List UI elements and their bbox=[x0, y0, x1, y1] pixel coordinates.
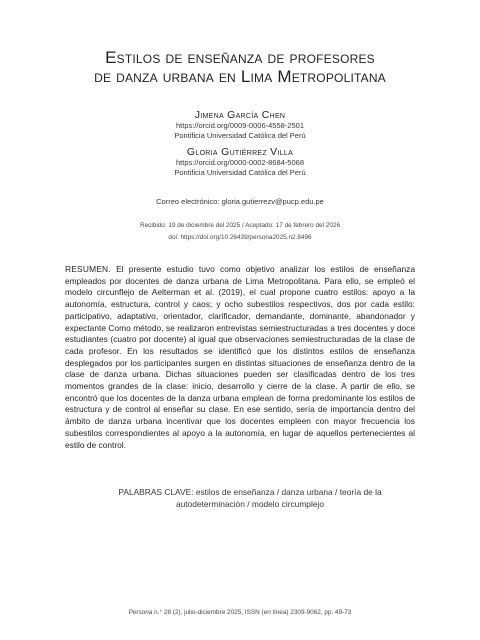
abstract-label: RESUMEN. bbox=[65, 264, 111, 274]
author-affiliation: Pontificia Universidad Católica del Perú bbox=[174, 168, 306, 177]
author-affiliation: Pontificia Universidad Católica del Perú bbox=[174, 131, 306, 140]
author-name: Gloria Gutiérrez Villa bbox=[186, 146, 294, 158]
keywords-label: PALABRAS CLAVE: bbox=[118, 487, 194, 497]
title-line-2: de danza urbana en Lima Metropolitana bbox=[94, 67, 386, 86]
author-block bbox=[0, 109, 480, 183]
author-2 bbox=[0, 146, 480, 178]
keywords-text: estilos de enseñanza / danza urbana / teoría de la autodeterminación / modelo circumplejo bbox=[175, 487, 382, 509]
received-accepted-dates: Recibido: 19 de diciembre del 2025 / Aceptado: 17 de febrero del 2026 bbox=[139, 222, 341, 229]
author-orcid-link[interactable]: https://orcid.org/0009-0006-4558-2501 bbox=[175, 121, 304, 130]
doi-link[interactable]: doi: https://doi.org/10.26439/persona2025.n2.8496 bbox=[168, 234, 312, 241]
page-footer bbox=[0, 609, 480, 616]
keywords bbox=[95, 486, 405, 510]
author-name: Jimena García Chen bbox=[194, 109, 286, 121]
contact-email[interactable]: Correo electrónico: gloria.gutierrezv@pucp.edu.pe bbox=[156, 197, 324, 206]
article-title bbox=[0, 48, 480, 86]
author-1 bbox=[0, 109, 480, 141]
title-line-1: Estilos de enseñanza de profesores bbox=[105, 48, 375, 67]
journal-name: Persona bbox=[128, 609, 153, 616]
journal-citation: n.° 28 (2), julio-diciembre 2025, ISSN (en línea) 2309-9062, pp. 49-73 bbox=[152, 609, 352, 616]
author-orcid-link[interactable]: https://orcid.org/0000-0002-8684-5068 bbox=[175, 158, 304, 167]
abstract bbox=[65, 264, 415, 451]
abstract-text: El presente estudio tuvo como objetivo analizar los estilos de enseñanza empleados por docentes de danza urbana de Lima Metropolitana. Para ello, se empleó el modelo circunflejo de Aelterman et al. (2019), el cual propone cuatro estilos: apoyo a la autonomía, estructura, control y caos; y ocho subestilos respectivos, dos por cada estilo: participativo, adaptativo, orientador, clarificador, demandante, dominante, abandonador y expectante Como método, se realizaron entrevistas semiestructuradas a tres docentes y doce estudiantes (cuatro por docente) al igual que observaciones semiestructuradas de la clase de cada profesor. En los resultados se identificó que los distintos estilos de enseñanza desplegados por los participantes surgen en distintas situaciones de enseñanza dentro de la clase de danza urbana. Dichas situaciones pueden ser clasificadas dentro de los tres momentos grandes de la clase: inicio, desarrollo y cierre de la clase. A partir de ello, se encontró que los docentes de la danza urbana emplean de forma predominante los estilos de estructura y de control al enseñar su clase. En ese sentido, sería de importancia dentro del ámbito de danza urbana incentivar que los docentes empleen con mayor frecuencia los subestilos correspondientes al apoyo a la autonomía, en lugar de aquellos pertenecientes al estilo de control. bbox=[65, 264, 415, 450]
